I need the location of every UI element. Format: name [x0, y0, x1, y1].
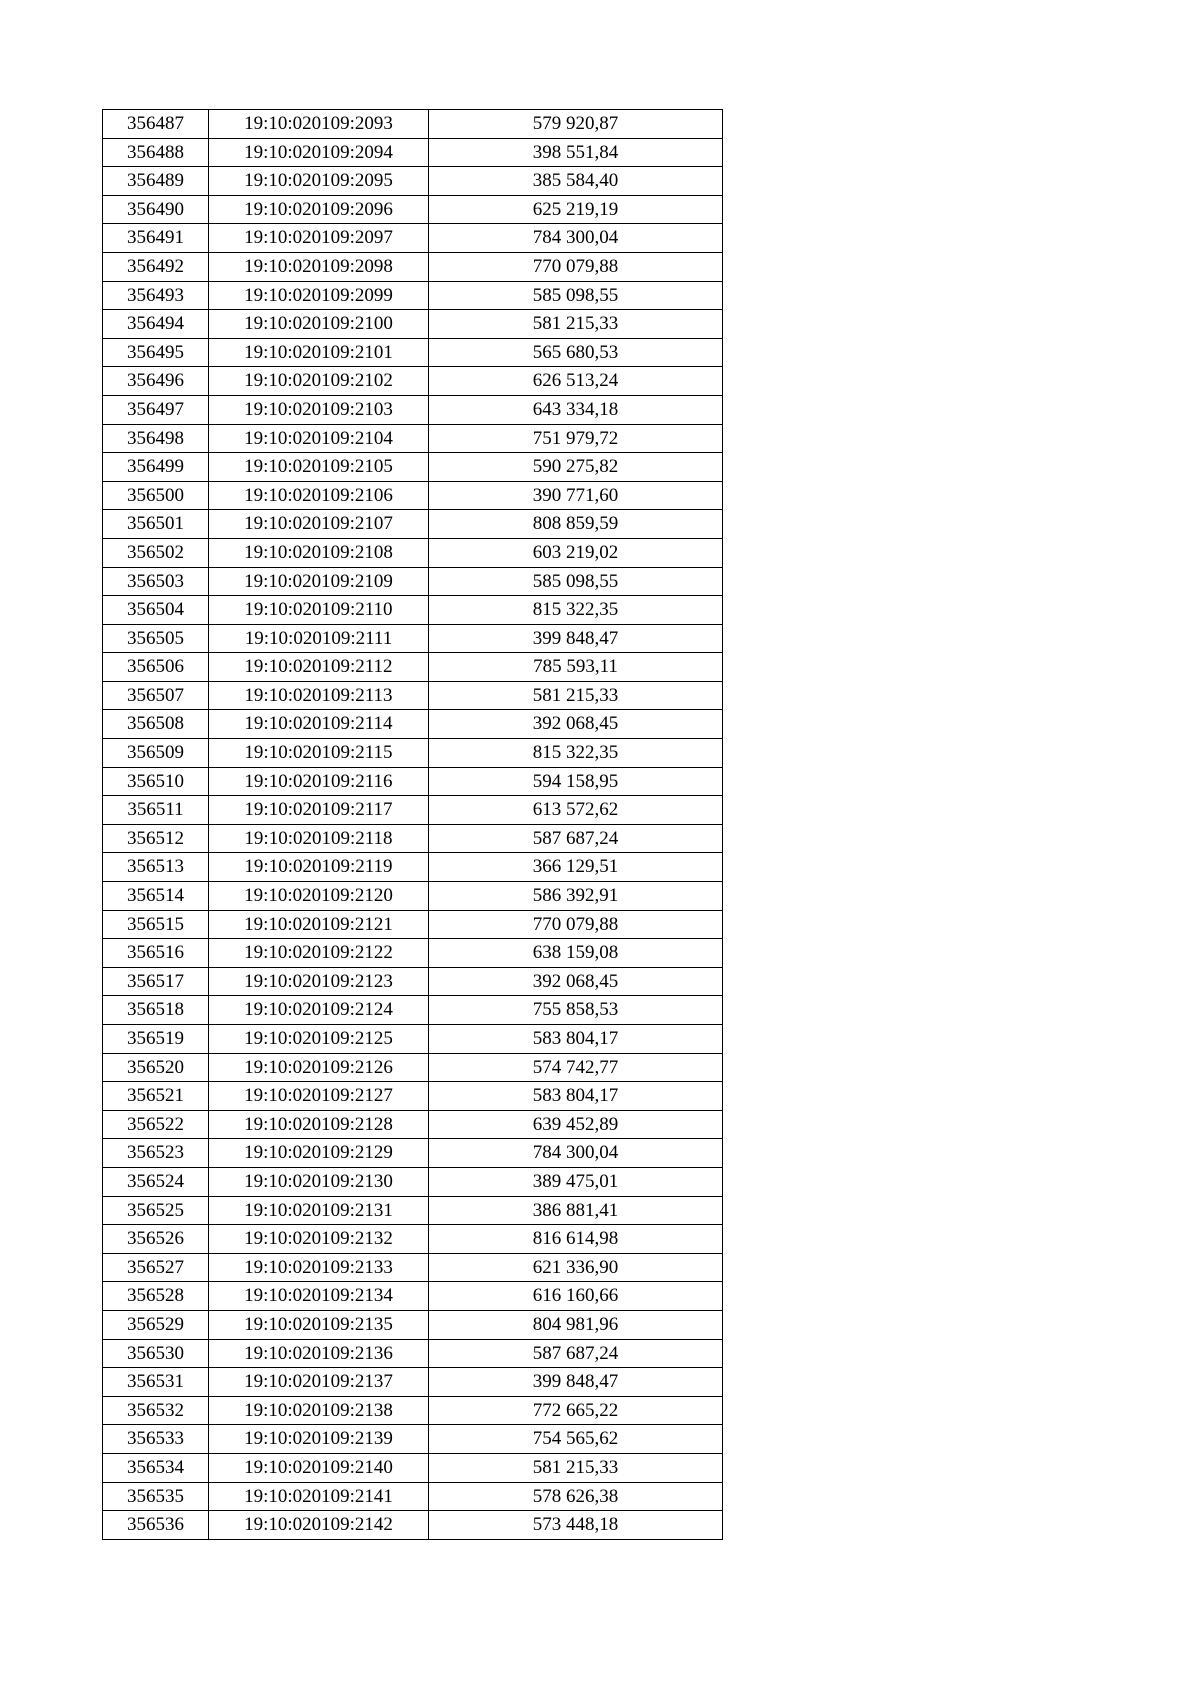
- cadastral-number-cell: 19:10:020109:2115: [209, 739, 429, 768]
- table-row: [103, 1139, 723, 1168]
- row-number-cell: 356503: [103, 567, 209, 596]
- table-row: [103, 138, 723, 167]
- cadastral-number-cell: 19:10:020109:2096: [209, 195, 429, 224]
- table-row: [103, 824, 723, 853]
- table-row: [103, 1282, 723, 1311]
- table-row: [103, 567, 723, 596]
- cadastral-value-cell: 392 068,45: [429, 967, 723, 996]
- cadastral-value-cell: 590 275,82: [429, 453, 723, 482]
- row-number-cell: 356500: [103, 481, 209, 510]
- row-number-cell: 356510: [103, 767, 209, 796]
- table-row: [103, 1396, 723, 1425]
- cadastral-value-cell: 616 160,66: [429, 1282, 723, 1311]
- cadastral-number-cell: 19:10:020109:2111: [209, 624, 429, 653]
- cadastral-number-cell: 19:10:020109:2140: [209, 1453, 429, 1482]
- cadastral-value-cell: 755 858,53: [429, 996, 723, 1025]
- cadastral-number-cell: 19:10:020109:2104: [209, 424, 429, 453]
- row-number-cell: 356528: [103, 1282, 209, 1311]
- table-row: [103, 338, 723, 367]
- row-number-cell: 356531: [103, 1368, 209, 1397]
- cadastral-value-cell: 815 322,35: [429, 596, 723, 625]
- cadastral-number-cell: 19:10:020109:2117: [209, 796, 429, 825]
- row-number-cell: 356494: [103, 310, 209, 339]
- cadastral-number-cell: 19:10:020109:2131: [209, 1196, 429, 1225]
- cadastral-value-table: [102, 109, 723, 1540]
- row-number-cell: 356498: [103, 424, 209, 453]
- row-number-cell: 356493: [103, 281, 209, 310]
- cadastral-value-cell: 621 336,90: [429, 1253, 723, 1282]
- cadastral-value-cell: 578 626,38: [429, 1482, 723, 1511]
- table-row: [103, 710, 723, 739]
- cadastral-value-cell: 581 215,33: [429, 1453, 723, 1482]
- cadastral-number-cell: 19:10:020109:2118: [209, 824, 429, 853]
- cadastral-number-cell: 19:10:020109:2120: [209, 882, 429, 911]
- row-number-cell: 356524: [103, 1167, 209, 1196]
- row-number-cell: 356532: [103, 1396, 209, 1425]
- table-row: [103, 424, 723, 453]
- row-number-cell: 356496: [103, 367, 209, 396]
- cadastral-value-cell: 586 392,91: [429, 882, 723, 911]
- row-number-cell: 356530: [103, 1339, 209, 1368]
- cadastral-value-cell: 784 300,04: [429, 224, 723, 253]
- table-row: [103, 1253, 723, 1282]
- row-number-cell: 356502: [103, 538, 209, 567]
- table-row: [103, 453, 723, 482]
- cadastral-number-cell: 19:10:020109:2141: [209, 1482, 429, 1511]
- table-row: [103, 1339, 723, 1368]
- table-row: [103, 910, 723, 939]
- cadastral-number-cell: 19:10:020109:2128: [209, 1110, 429, 1139]
- table-row: [103, 1310, 723, 1339]
- table-row: [103, 367, 723, 396]
- row-number-cell: 356535: [103, 1482, 209, 1511]
- table-row: [103, 281, 723, 310]
- cadastral-value-cell: 751 979,72: [429, 424, 723, 453]
- cadastral-value-cell: 579 920,87: [429, 110, 723, 139]
- cadastral-number-cell: 19:10:020109:2093: [209, 110, 429, 139]
- table-row: [103, 681, 723, 710]
- cadastral-number-cell: 19:10:020109:2102: [209, 367, 429, 396]
- table-row: [103, 967, 723, 996]
- table-row: [103, 596, 723, 625]
- row-number-cell: 356521: [103, 1082, 209, 1111]
- table-row: [103, 767, 723, 796]
- row-number-cell: 356497: [103, 395, 209, 424]
- cadastral-value-cell: 392 068,45: [429, 710, 723, 739]
- cadastral-number-cell: 19:10:020109:2127: [209, 1082, 429, 1111]
- cadastral-value-cell: 804 981,96: [429, 1310, 723, 1339]
- cadastral-value-cell: 770 079,88: [429, 910, 723, 939]
- row-number-cell: 356536: [103, 1511, 209, 1540]
- row-number-cell: 356490: [103, 195, 209, 224]
- cadastral-number-cell: 19:10:020109:2122: [209, 939, 429, 968]
- table-row: [103, 882, 723, 911]
- cadastral-value-cell: 639 452,89: [429, 1110, 723, 1139]
- cadastral-value-cell: 390 771,60: [429, 481, 723, 510]
- row-number-cell: 356507: [103, 681, 209, 710]
- table-row: [103, 1511, 723, 1540]
- cadastral-value-cell: 583 804,17: [429, 1025, 723, 1054]
- cadastral-number-cell: 19:10:020109:2106: [209, 481, 429, 510]
- cadastral-value-cell: 772 665,22: [429, 1396, 723, 1425]
- cadastral-number-cell: 19:10:020109:2136: [209, 1339, 429, 1368]
- row-number-cell: 356526: [103, 1225, 209, 1254]
- cadastral-number-cell: 19:10:020109:2129: [209, 1139, 429, 1168]
- cadastral-value-cell: 565 680,53: [429, 338, 723, 367]
- table-row: [103, 996, 723, 1025]
- cadastral-value-cell: 399 848,47: [429, 1368, 723, 1397]
- table-row: [103, 1225, 723, 1254]
- table-row: [103, 739, 723, 768]
- row-number-cell: 356491: [103, 224, 209, 253]
- cadastral-number-cell: 19:10:020109:2108: [209, 538, 429, 567]
- cadastral-value-cell: 594 158,95: [429, 767, 723, 796]
- row-number-cell: 356517: [103, 967, 209, 996]
- cadastral-value-cell: 581 215,33: [429, 681, 723, 710]
- table-row: [103, 1196, 723, 1225]
- cadastral-value-cell: 770 079,88: [429, 252, 723, 281]
- cadastral-value-cell: 587 687,24: [429, 824, 723, 853]
- row-number-cell: 356513: [103, 853, 209, 882]
- cadastral-value-cell: 583 804,17: [429, 1082, 723, 1111]
- cadastral-number-cell: 19:10:020109:2101: [209, 338, 429, 367]
- cadastral-number-cell: 19:10:020109:2121: [209, 910, 429, 939]
- table-row: [103, 1082, 723, 1111]
- cadastral-number-cell: 19:10:020109:2133: [209, 1253, 429, 1282]
- cadastral-number-cell: 19:10:020109:2137: [209, 1368, 429, 1397]
- row-number-cell: 356501: [103, 510, 209, 539]
- cadastral-number-cell: 19:10:020109:2138: [209, 1396, 429, 1425]
- cadastral-number-cell: 19:10:020109:2094: [209, 138, 429, 167]
- cadastral-value-cell: 808 859,59: [429, 510, 723, 539]
- cadastral-number-cell: 19:10:020109:2132: [209, 1225, 429, 1254]
- row-number-cell: 356520: [103, 1053, 209, 1082]
- cadastral-value-cell: 815 322,35: [429, 739, 723, 768]
- table-row: [103, 1053, 723, 1082]
- table-body: [103, 110, 723, 1540]
- cadastral-value-cell: 574 742,77: [429, 1053, 723, 1082]
- table-row: [103, 796, 723, 825]
- table-row: [103, 1110, 723, 1139]
- table-row: [103, 252, 723, 281]
- row-number-cell: 356499: [103, 453, 209, 482]
- row-number-cell: 356508: [103, 710, 209, 739]
- cadastral-number-cell: 19:10:020109:2123: [209, 967, 429, 996]
- table-row: [103, 510, 723, 539]
- table-row: [103, 481, 723, 510]
- cadastral-number-cell: 19:10:020109:2105: [209, 453, 429, 482]
- cadastral-number-cell: 19:10:020109:2100: [209, 310, 429, 339]
- row-number-cell: 356516: [103, 939, 209, 968]
- table-row: [103, 1425, 723, 1454]
- row-number-cell: 356525: [103, 1196, 209, 1225]
- table-row: [103, 224, 723, 253]
- row-number-cell: 356505: [103, 624, 209, 653]
- row-number-cell: 356518: [103, 996, 209, 1025]
- cadastral-number-cell: 19:10:020109:2119: [209, 853, 429, 882]
- cadastral-number-cell: 19:10:020109:2099: [209, 281, 429, 310]
- cadastral-value-cell: 784 300,04: [429, 1139, 723, 1168]
- cadastral-number-cell: 19:10:020109:2135: [209, 1310, 429, 1339]
- row-number-cell: 356514: [103, 882, 209, 911]
- table-row: [103, 538, 723, 567]
- row-number-cell: 356522: [103, 1110, 209, 1139]
- row-number-cell: 356489: [103, 167, 209, 196]
- table-row: [103, 110, 723, 139]
- cadastral-number-cell: 19:10:020109:2095: [209, 167, 429, 196]
- cadastral-value-cell: 816 614,98: [429, 1225, 723, 1254]
- cadastral-number-cell: 19:10:020109:2116: [209, 767, 429, 796]
- cadastral-number-cell: 19:10:020109:2126: [209, 1053, 429, 1082]
- row-number-cell: 356533: [103, 1425, 209, 1454]
- table-row: [103, 310, 723, 339]
- row-number-cell: 356509: [103, 739, 209, 768]
- row-number-cell: 356515: [103, 910, 209, 939]
- table-row: [103, 1025, 723, 1054]
- row-number-cell: 356511: [103, 796, 209, 825]
- cadastral-value-cell: 754 565,62: [429, 1425, 723, 1454]
- row-number-cell: 356504: [103, 596, 209, 625]
- cadastral-number-cell: 19:10:020109:2109: [209, 567, 429, 596]
- cadastral-number-cell: 19:10:020109:2142: [209, 1511, 429, 1540]
- cadastral-number-cell: 19:10:020109:2139: [209, 1425, 429, 1454]
- cadastral-value-cell: 626 513,24: [429, 367, 723, 396]
- cadastral-value-cell: 643 334,18: [429, 395, 723, 424]
- row-number-cell: 356519: [103, 1025, 209, 1054]
- cadastral-value-cell: 585 098,55: [429, 281, 723, 310]
- table-row: [103, 939, 723, 968]
- table-row: [103, 624, 723, 653]
- row-number-cell: 356534: [103, 1453, 209, 1482]
- cadastral-number-cell: 19:10:020109:2112: [209, 653, 429, 682]
- cadastral-number-cell: 19:10:020109:2125: [209, 1025, 429, 1054]
- table-row: [103, 1167, 723, 1196]
- cadastral-value-cell: 625 219,19: [429, 195, 723, 224]
- cadastral-value-cell: 638 159,08: [429, 939, 723, 968]
- table-row: [103, 1453, 723, 1482]
- table-row: [103, 167, 723, 196]
- table-row: [103, 1368, 723, 1397]
- cadastral-value-cell: 587 687,24: [429, 1339, 723, 1368]
- row-number-cell: 356512: [103, 824, 209, 853]
- cadastral-number-cell: 19:10:020109:2134: [209, 1282, 429, 1311]
- cadastral-number-cell: 19:10:020109:2097: [209, 224, 429, 253]
- cadastral-value-cell: 389 475,01: [429, 1167, 723, 1196]
- table-row: [103, 1482, 723, 1511]
- table-row: [103, 853, 723, 882]
- row-number-cell: 356492: [103, 252, 209, 281]
- row-number-cell: 356488: [103, 138, 209, 167]
- cadastral-value-cell: 399 848,47: [429, 624, 723, 653]
- cadastral-number-cell: 19:10:020109:2110: [209, 596, 429, 625]
- cadastral-value-cell: 603 219,02: [429, 538, 723, 567]
- table-row: [103, 195, 723, 224]
- cadastral-value-cell: 385 584,40: [429, 167, 723, 196]
- cadastral-number-cell: 19:10:020109:2114: [209, 710, 429, 739]
- cadastral-value-cell: 366 129,51: [429, 853, 723, 882]
- table-row: [103, 395, 723, 424]
- cadastral-number-cell: 19:10:020109:2098: [209, 252, 429, 281]
- cadastral-value-cell: 386 881,41: [429, 1196, 723, 1225]
- cadastral-value-cell: 585 098,55: [429, 567, 723, 596]
- row-number-cell: 356487: [103, 110, 209, 139]
- row-number-cell: 356523: [103, 1139, 209, 1168]
- row-number-cell: 356527: [103, 1253, 209, 1282]
- cadastral-number-cell: 19:10:020109:2107: [209, 510, 429, 539]
- cadastral-value-cell: 573 448,18: [429, 1511, 723, 1540]
- row-number-cell: 356506: [103, 653, 209, 682]
- cadastral-value-cell: 398 551,84: [429, 138, 723, 167]
- row-number-cell: 356495: [103, 338, 209, 367]
- cadastral-number-cell: 19:10:020109:2103: [209, 395, 429, 424]
- cadastral-value-cell: 581 215,33: [429, 310, 723, 339]
- cadastral-value-cell: 785 593,11: [429, 653, 723, 682]
- cadastral-number-cell: 19:10:020109:2124: [209, 996, 429, 1025]
- cadastral-value-cell: 613 572,62: [429, 796, 723, 825]
- row-number-cell: 356529: [103, 1310, 209, 1339]
- table-row: [103, 653, 723, 682]
- cadastral-number-cell: 19:10:020109:2113: [209, 681, 429, 710]
- cadastral-number-cell: 19:10:020109:2130: [209, 1167, 429, 1196]
